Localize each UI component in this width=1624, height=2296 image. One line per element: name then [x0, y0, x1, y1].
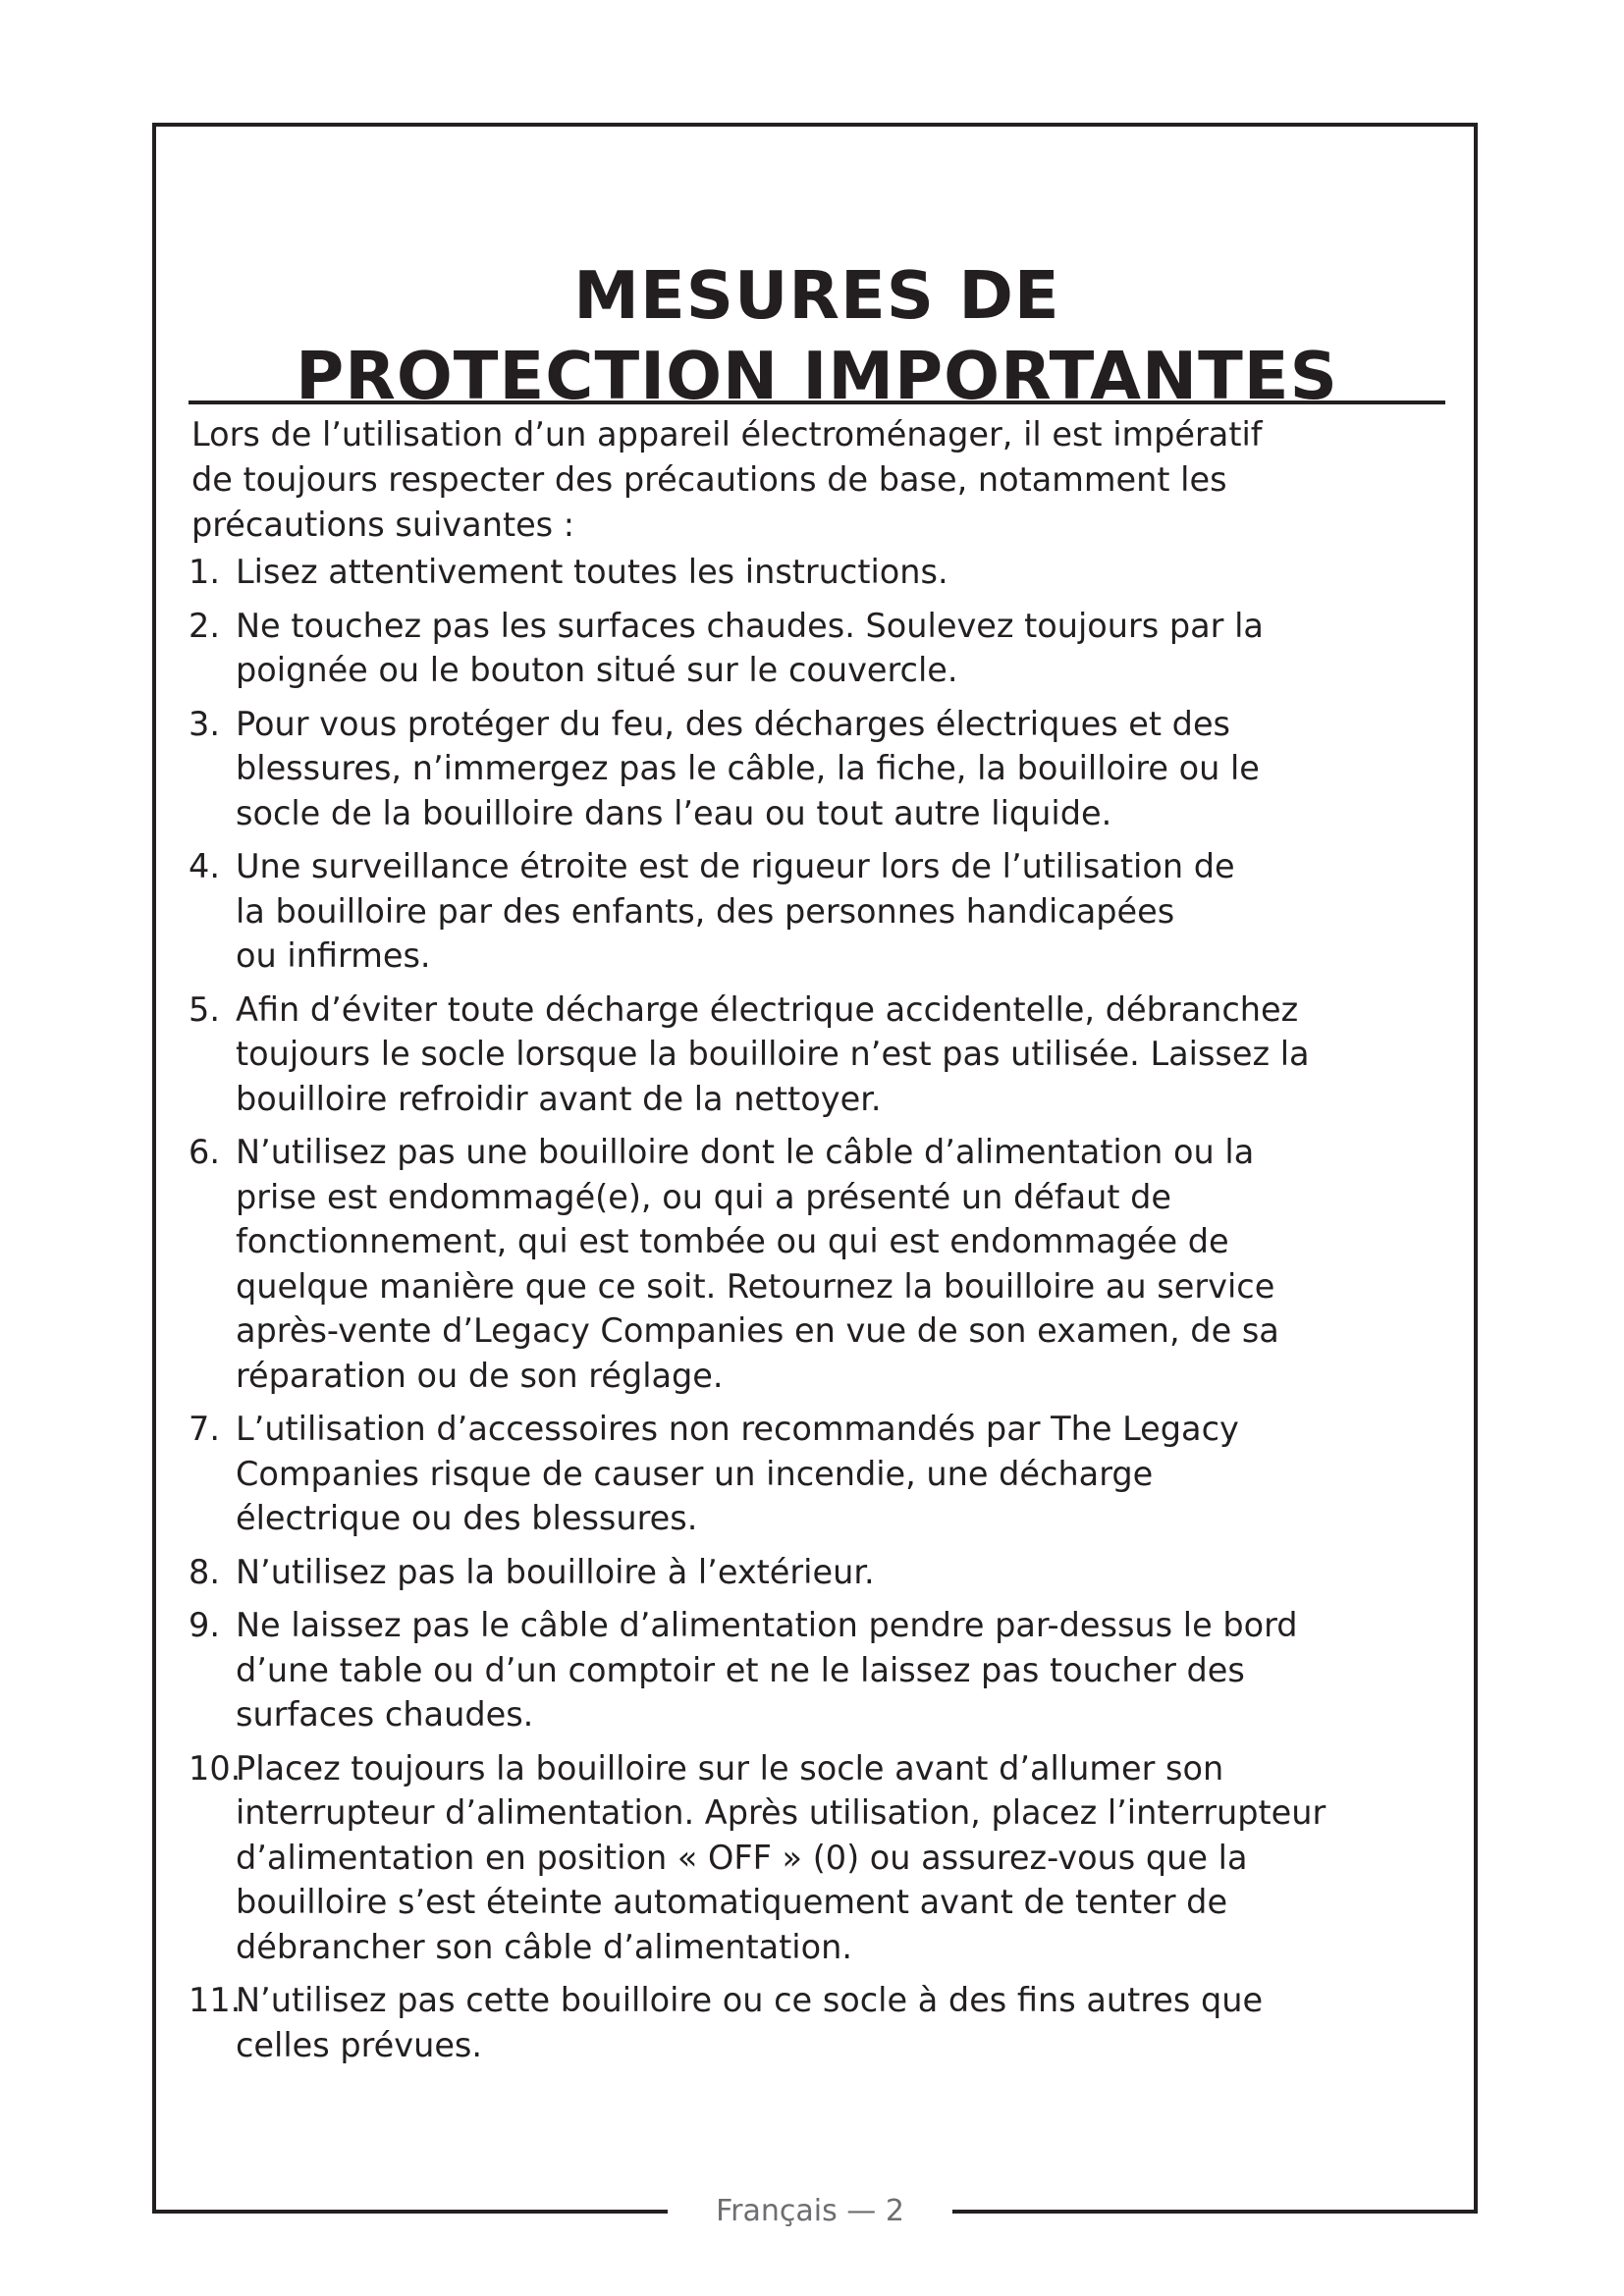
- item-number: 11.: [189, 1981, 242, 2019]
- item-number: 6.: [189, 1133, 220, 1171]
- item-number: 5.: [189, 989, 220, 1029]
- item-number: 10.: [189, 1748, 242, 1788]
- title-line-2: PROTECTION IMPORTANTES: [296, 338, 1338, 414]
- item-text-line: d’une table ou d’un comptoir et ne le laissez pas toucher des: [236, 1650, 1245, 1689]
- item-text-line: Lisez attentivement toutes les instructions.: [236, 553, 948, 591]
- item-number: 8.: [189, 1552, 220, 1591]
- item-text-line: ou infirmes.: [236, 936, 431, 975]
- item-text-line: Une surveillance étroite est de rigueur lors de l’utilisation de: [236, 847, 1235, 885]
- item-number: 1.: [189, 553, 220, 591]
- item-text-line: Afin d’éviter toute décharge électrique accidentelle, débranchez: [236, 989, 1299, 1029]
- item-text-line: N’utilisez pas la bouilloire à l’extérieur.: [236, 1552, 875, 1591]
- intro-line: précautions suivantes :: [191, 506, 575, 544]
- item-number: 2.: [189, 606, 220, 645]
- item-text-line: surfaces chaudes.: [236, 1695, 534, 1734]
- list-item: [189, 1130, 1465, 1398]
- safety-instructions-list: [189, 550, 1465, 2076]
- page-footer: Français — 2: [668, 2184, 952, 2239]
- list-item: [189, 844, 1465, 979]
- title-line-1: MESURES DE: [573, 257, 1060, 334]
- item-text-line: Pour vous protéger du feu, des décharges électriques et des: [236, 704, 1231, 743]
- item-text-line: débrancher son câble d’alimentation.: [236, 1927, 852, 1966]
- list-item: [189, 988, 1465, 1122]
- item-text-line: Ne laissez pas le câble d’alimentation pendre par-dessus le bord: [236, 1606, 1298, 1644]
- item-text-line: socle de la bouilloire dans l’eau ou tout autre liquide.: [236, 793, 1112, 832]
- item-text-line: bouilloire s’est éteinte automatiquement avant de tenter de: [236, 1883, 1228, 1921]
- item-text-line: réparation ou de son réglage.: [236, 1356, 724, 1395]
- item-text-line: Companies risque de causer un incendie, une décharge: [236, 1454, 1154, 1493]
- item-text-line: toujours le socle lorsque la bouilloire n’est pas utilisée. Laissez la: [236, 1035, 1310, 1073]
- list-item: [189, 604, 1465, 693]
- item-text-line: électrique ou des blessures.: [236, 1499, 698, 1537]
- list-item: [189, 1746, 1465, 1970]
- item-text-line: prise est endommagé(e), ou qui a présenté un défaut de: [236, 1177, 1172, 1216]
- item-text-line: Placez toujours la bouilloire sur le socle avant d’allumer son: [236, 1748, 1224, 1788]
- list-item: [189, 1978, 1465, 2067]
- page-title: [189, 255, 1445, 416]
- item-text-line: d’alimentation en position « OFF » (0) ou assurez-vous que la: [236, 1838, 1248, 1877]
- item-text-line: quelque manière que ce soit. Retournez la bouilloire au service: [236, 1266, 1275, 1306]
- item-text-line: L’utilisation d’accessoires non recommandés par The Legacy: [236, 1410, 1239, 1448]
- intro-line: de toujours respecter des précautions de base, notamment les: [191, 460, 1227, 499]
- item-text-line: N’utilisez pas une bouilloire dont le câble d’alimentation ou la: [236, 1133, 1255, 1171]
- item-text-line: après-vente d’Legacy Companies en vue de son examen, de sa: [236, 1311, 1279, 1350]
- intro-line: Lors de l’utilisation d’un appareil électroménager, il est impératif: [191, 415, 1263, 454]
- item-text-line: fonctionnement, qui est tombée ou qui est endommagée de: [236, 1222, 1229, 1260]
- item-text-line: Ne touchez pas les surfaces chaudes. Soulevez toujours par la: [236, 606, 1264, 645]
- item-text-line: interrupteur d’alimentation. Après utilisation, placez l’interrupteur: [236, 1793, 1326, 1832]
- title-underline: [189, 400, 1445, 404]
- item-text-line: blessures, n’immergez pas le câble, la fiche, la bouilloire ou le: [236, 749, 1260, 787]
- intro-paragraph: [191, 412, 1458, 548]
- item-text-line: N’utilisez pas cette bouilloire ou ce socle à des fins autres que: [236, 1981, 1264, 2019]
- item-text-line: celles prévues.: [236, 2025, 483, 2064]
- list-item: [189, 1407, 1465, 1541]
- list-item: [189, 702, 1465, 836]
- list-item: [189, 1550, 1465, 1595]
- item-text-line: bouilloire refroidir avant de la nettoyer.: [236, 1079, 882, 1118]
- item-number: 4.: [189, 847, 220, 885]
- list-item: [189, 1603, 1465, 1737]
- item-number: 7.: [189, 1410, 220, 1448]
- item-number: 9.: [189, 1606, 220, 1644]
- item-text-line: la bouilloire par des enfants, des personnes handicapées: [236, 891, 1175, 931]
- item-number: 3.: [189, 704, 220, 743]
- item-text-line: poignée ou le bouton situé sur le couvercle.: [236, 651, 958, 689]
- list-item: [189, 550, 1465, 595]
